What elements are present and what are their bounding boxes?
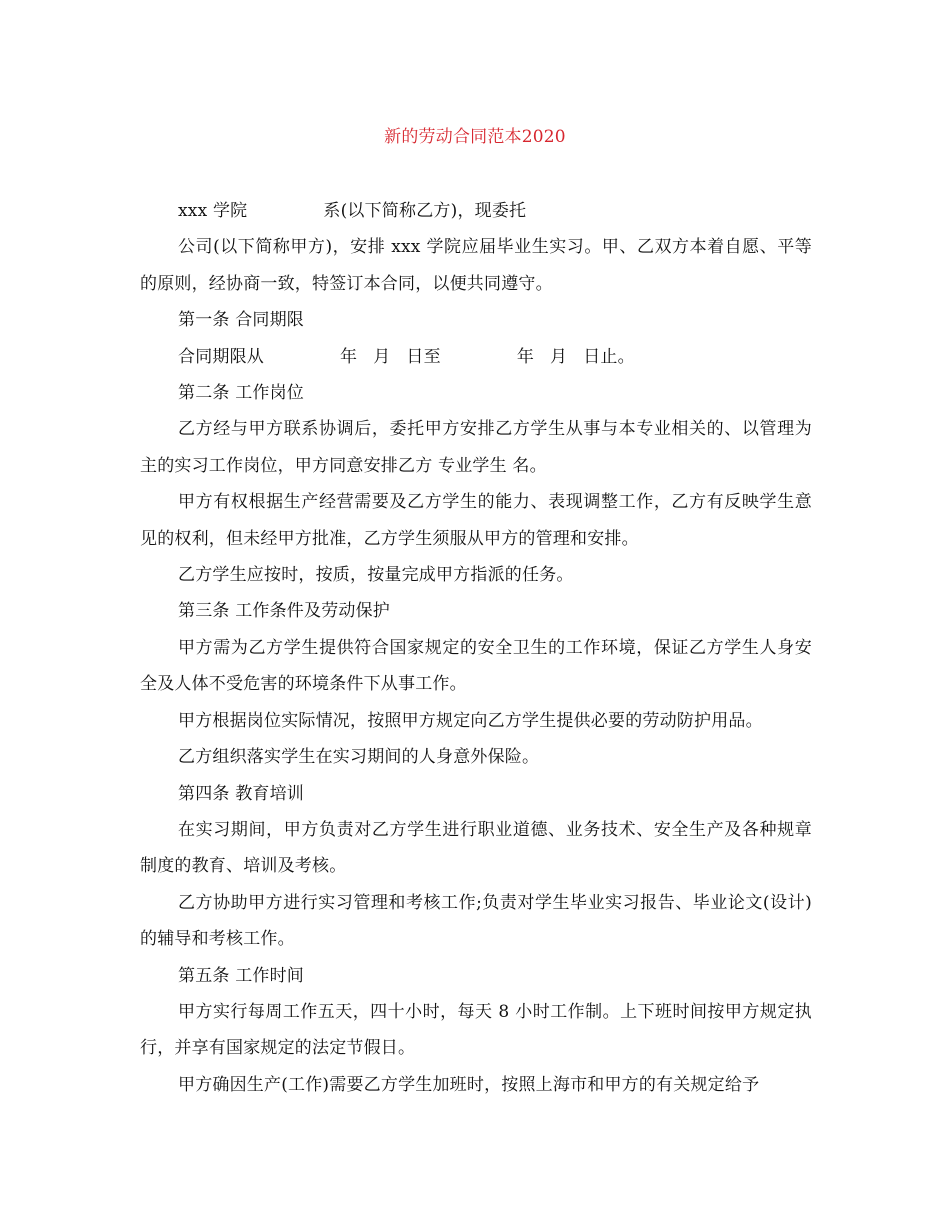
intro-line-1	[140, 193, 812, 229]
article-3-paragraph-3: 乙方组织落实学生在实习期间的人身意外保险。	[178, 747, 540, 768]
article-5-paragraph-2: 甲方确因生产(工作)需要乙方学生加班时，按照上海市和甲方的有关规定给予	[178, 1074, 760, 1095]
year-label-1: 年	[340, 346, 358, 367]
article-4-paragraph-2: 乙方协助甲方进行实习管理和考核工作;负责对学生毕业实习报告、毕业论文(设计)的辅导和考核工作。	[140, 892, 812, 950]
article-2-paragraph-1: 乙方经与甲方联系协调后，委托甲方安排乙方学生从事与本专业相关的、以管理为主的实习工作岗位，甲方同意安排乙方 专业学生 名。	[140, 419, 812, 476]
contract-period-line	[140, 339, 812, 375]
article-4-paragraph-1: 在实习期间，甲方负责对乙方学生进行职业道德、业务技术、安全生产及各种规章制度的教育、培训及考核。	[140, 819, 812, 877]
article-4-heading: 第四条 教育培训	[178, 783, 305, 804]
month-label-1: 月	[373, 346, 391, 367]
school-name: xxx 学院	[178, 201, 248, 221]
article-1-heading: 第一条 合同期限	[178, 310, 305, 331]
period-prefix: 合同期限从	[178, 346, 264, 367]
month-label-2: 月	[550, 346, 568, 367]
article-5-paragraph-1: 甲方实行每周工作五天，四十小时，每天 8 小时工作制。上下班时间按甲方规定执行，并享有国家规定的法定节假日。	[140, 1001, 812, 1059]
document-title: 新的劳动合同范本2020	[384, 127, 566, 147]
year-label-2: 年	[516, 346, 535, 367]
document-body	[140, 193, 812, 1103]
article-2-paragraph-3: 乙方学生应按时，按质，按量完成甲方指派的任务。	[178, 565, 574, 586]
day-end-label: 日止。	[583, 346, 635, 367]
article-5-heading: 第五条 工作时间	[178, 965, 305, 986]
article-3-heading: 第三条 工作条件及劳动保护	[178, 601, 391, 622]
article-3-paragraph-2: 甲方根据岗位实际情况，按照甲方规定向乙方学生提供必要的劳动防护用品。	[178, 710, 763, 731]
article-2-paragraph-2: 甲方有权根据生产经营需要及乙方学生的能力、表现调整工作，乙方有反映学生意见的权利，但未经甲方批准，乙方学生须服从甲方的管理和安排。	[140, 492, 812, 549]
department-suffix: 系(以下简称乙方)，现委托	[323, 201, 527, 221]
intro-paragraph: 公司(以下简称甲方)，安排 xxx 学院应届毕业生实习。甲、乙双方本着自愿、平等的原则，经协商一致，特签订本合同，以便共同遵守。	[140, 237, 812, 294]
article-3-paragraph-1: 甲方需为乙方学生提供符合国家规定的安全卫生的工作环境，保证乙方学生人身安全及人体不受危害的环境条件下从事工作。	[140, 637, 812, 695]
day-to-label: 日至	[406, 346, 441, 367]
article-2-heading: 第二条 工作岗位	[178, 383, 305, 404]
